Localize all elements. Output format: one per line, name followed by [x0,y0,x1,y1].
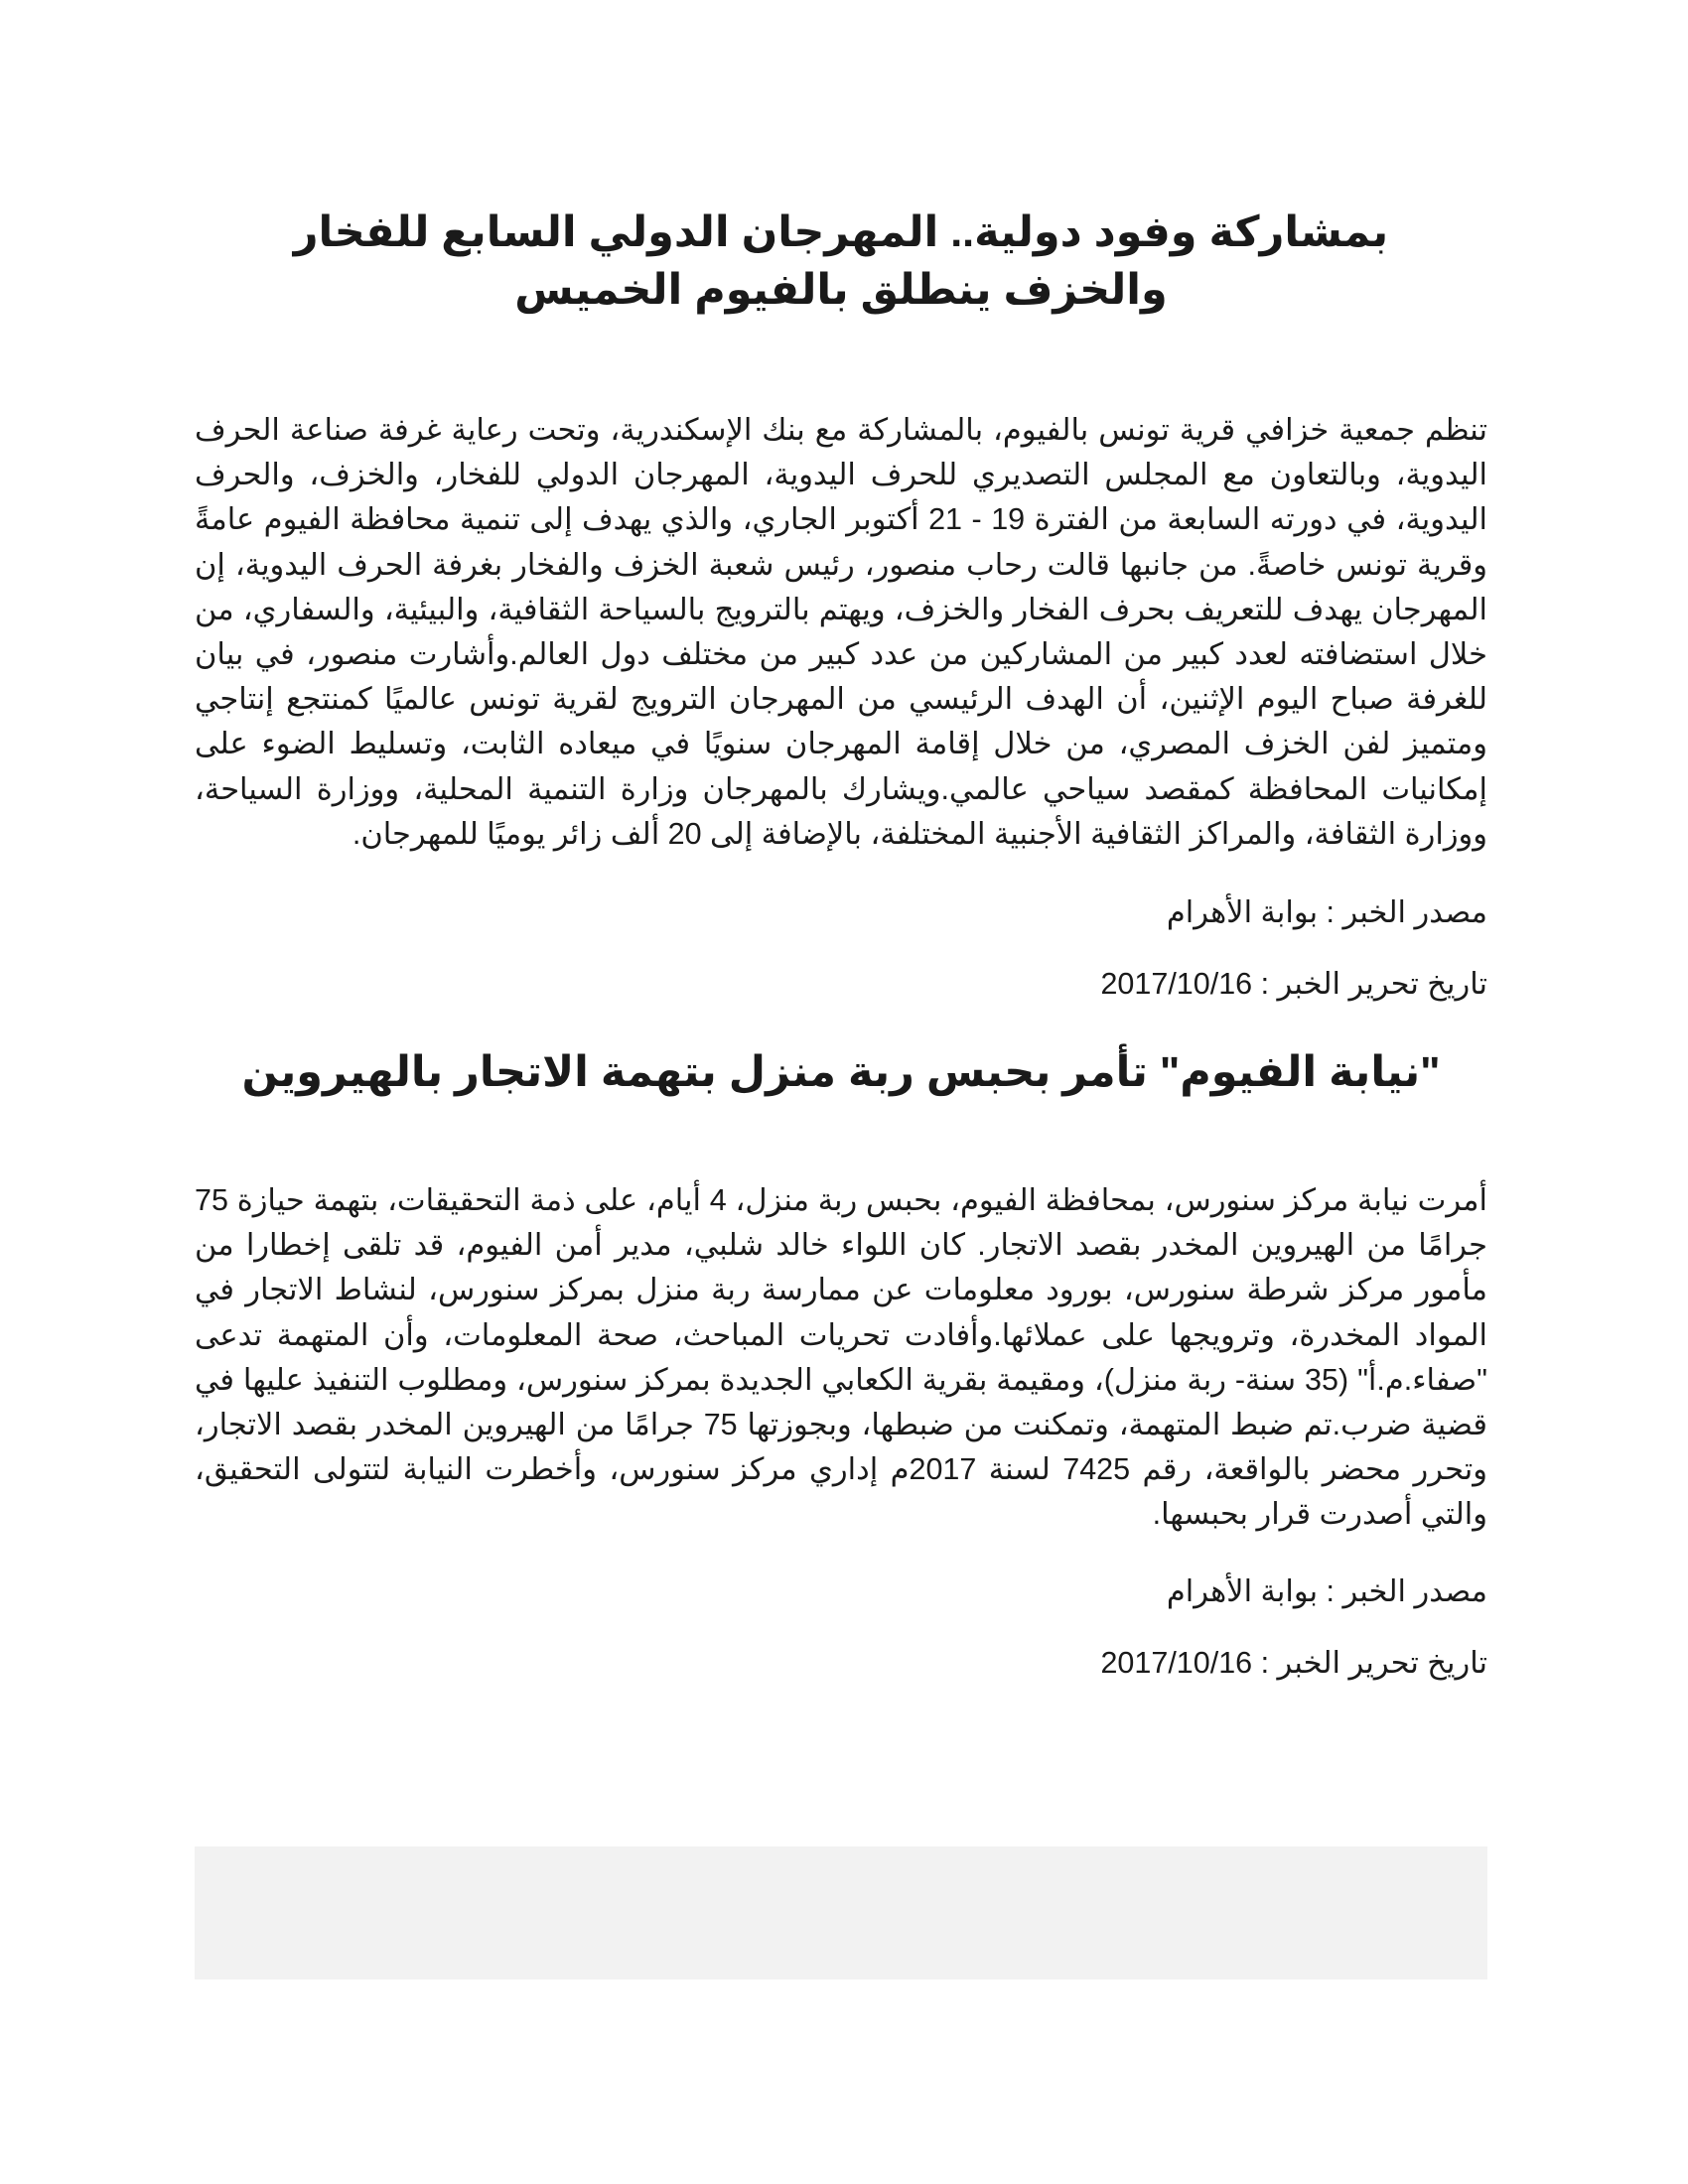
ad-placeholder [195,1846,1487,1979]
article-source: مصدر الخبر : بوابة الأهرام [1166,1573,1487,1608]
article-date: تاريخ تحرير الخبر : 2017/10/16 [1100,967,1487,1002]
article-title: بمشاركة وفود دولية.. المهرجان الدولي السابع للفخار والخزف ينطلق بالفيوم الخميس [293,208,1389,314]
article-title: "نيابة الفيوم" تأمر بحبس ربة منزل بتهمة الاتجار بالهيروين [241,1048,1441,1097]
article-date: تاريخ تحرير الخبر : 2017/10/16 [1100,1645,1487,1680]
article-body: تنظم جمعية خزافي قرية تونس بالفيوم، بالمشاركة مع بنك الإسكندرية، وتحت رعاية غرفة صناعة الحرف اليدوية، وبالتعاون مع المجلس التصديري للحرف اليدوية، المهرجان الدولي للفخار، والخزف، والحرف اليدوية، في دورته السابعة من الفترة 19 - 21 أكتوبر الجاري، والذي يهدف إلى تنمية محافظة الفيوم عامةً وقرية تونس خاصةً. من جانبها قالت رحاب منصور، رئيس شعبة الخزف والفخار بغرفة الحرف اليدوية، إن المهرجان يهدف للتعريف بحرف الفخار والخزف، ويهتم بالترويج بالسياحة الثقافية، والبيئية، والسفاري، من خلال استضافته لعدد كبير من المشاركين من عدد كبير من مختلف دول العالم.وأشارت منصور، في بيان للغرفة صباح اليوم الإثنين، أن الهدف الرئيسي من المهرجان الترويج لقرية تونس عالميًا كمنتجع إنتاجي ومتميز لفن الخزف المصري، من خلال إقامة المهرجان سنويًا في ميعاده الثابت، وتسليط الضوء على إمكانيات المحافظة كمقصد سياحي عالمي.ويشارك بالمهرجان وزارة التنمية المحلية، ووزارة السياحة، ووزارة الثقافة، والمراكز الثقافية الأجنبية المختلفة، بالإضافة إلى 20 ألف زائر يوميًا للمهرجان. [195,413,1488,851]
document-page [195,0,1487,2184]
news-article [195,0,1487,1004]
news-article [195,1043,1487,1683]
article-source: مصدر الخبر : بوابة الأهرام [1166,895,1487,930]
article-body: أمرت نيابة مركز سنورس، بمحافظة الفيوم، بحبس ربة منزل، 4 أيام، على ذمة التحقيقات، بتهمة حيازة 75 جرامًا من الهيروين المخدر بقصد الاتجار. كان اللواء خالد شلبي، مدير أمن الفيوم، قد تلقى إخطارا من مأمور مركز شرطة سنورس، بورود معلومات عن ممارسة ربة منزل بمركز سنورس، لنشاط الاتجار في المواد المخدرة، وترويجها على عملائها.وأفادت تحريات المباحث، صحة المعلومات، وأن المتهمة تدعى "صفاء.م.أ" (35 سنة- ربة منزل)، ومقيمة بقرية الكعابي الجديدة بمركز سنورس، ومطلوب التنفيذ عليها في قضية ضرب.تم ضبط المتهمة، وتمكنت من ضبطها، وبجوزتها 75 جرامًا من الهيروين المخدر بقصد الاتجار، وتحرر محضر بالواقعة، رقم 7425 لسنة 2017م إداري مركز سنورس، وأخطرت النيابة لتتولى التحقيق، والتي أصدرت قرار بحبسها. [195,1183,1487,1532]
